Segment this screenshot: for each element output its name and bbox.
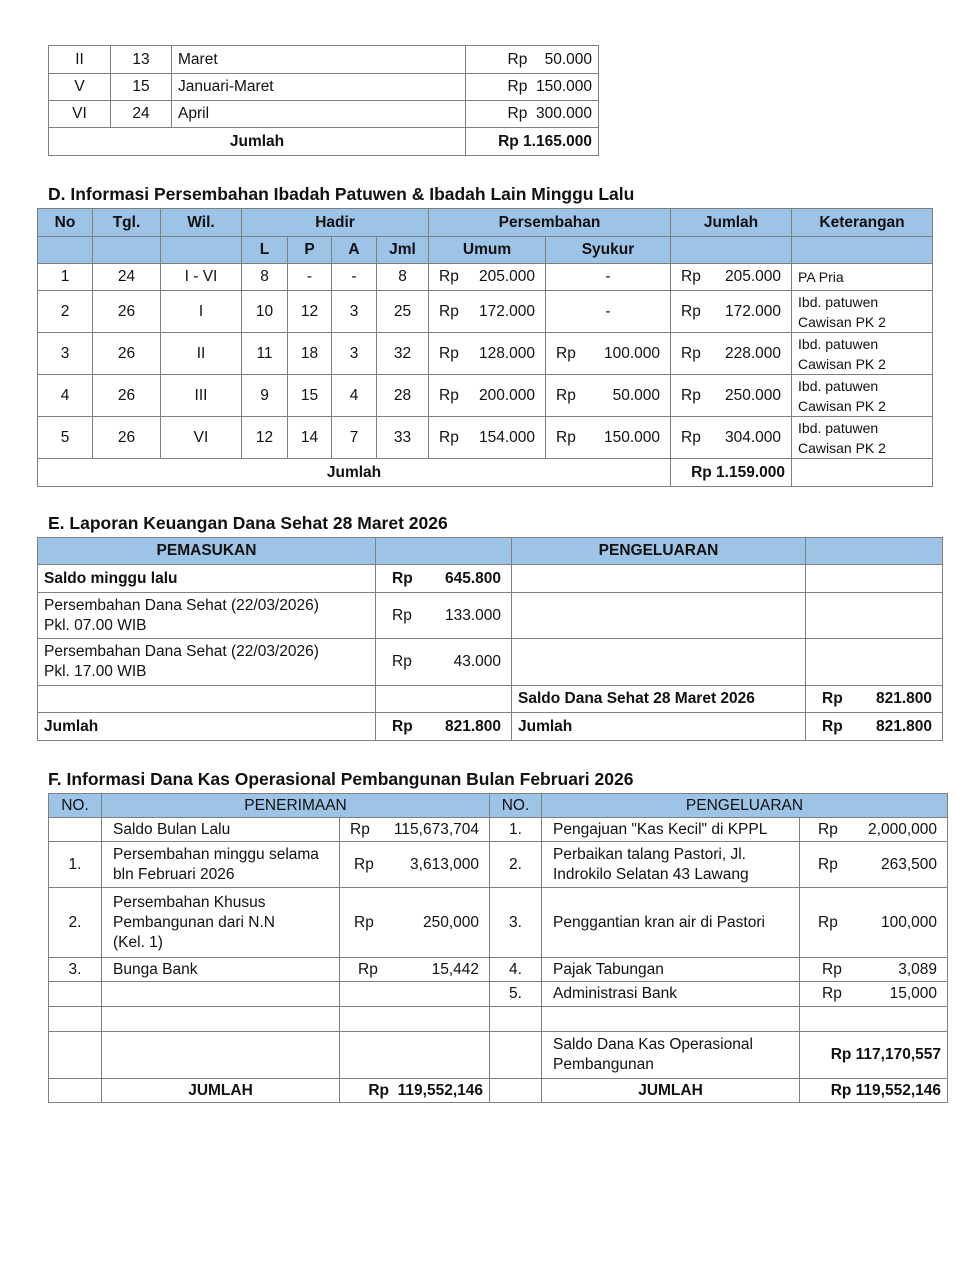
bulan-cell: Maret <box>172 46 466 74</box>
p-cell: - <box>288 264 332 291</box>
jml-cell: 32 <box>377 333 429 375</box>
empty-cell <box>490 1079 542 1103</box>
in-no <box>49 982 102 1007</box>
header-p: P <box>288 237 332 264</box>
amount-cell: Rp 150.000 <box>466 74 599 101</box>
no-cell: 3 <box>38 333 93 375</box>
empty-cell <box>102 1032 340 1079</box>
amount-cell: Rp 50.000 <box>466 46 599 74</box>
header-keterangan: Keterangan <box>792 209 933 237</box>
a-cell: 3 <box>332 333 377 375</box>
empty-cell <box>542 1007 800 1032</box>
wil-cell: I <box>161 291 242 333</box>
table-row <box>49 888 948 958</box>
total-label: Jumlah <box>49 128 466 156</box>
p-cell: 14 <box>288 417 332 459</box>
total-in-amount: Rp 821.800 <box>376 713 512 741</box>
pengeluaran-label <box>512 565 806 593</box>
total-in-label: Jumlah <box>38 713 376 741</box>
l-cell: 11 <box>242 333 288 375</box>
header-no: No <box>38 209 93 237</box>
table-row <box>49 818 948 842</box>
header-pemasukan: PEMASUKAN <box>38 538 376 565</box>
in-amount: Rp 115,673,704 <box>340 818 490 842</box>
syukur-cell: Rp 100.000 <box>546 333 671 375</box>
header-l: L <box>242 237 288 264</box>
bulan-cell: April <box>172 101 466 128</box>
header-umum: Umum <box>429 237 546 264</box>
dana-sehat-table <box>37 537 943 741</box>
table-row <box>49 74 599 101</box>
in-label: Bunga Bank <box>102 958 340 982</box>
no-cell: 2 <box>38 291 93 333</box>
table-row <box>49 1007 948 1032</box>
total-value: Rp 1.165.000 <box>466 128 599 156</box>
amount-cell: Rp 300.000 <box>466 101 599 128</box>
header-empty <box>806 538 943 565</box>
pemasukan-amount: Rp 133.000 <box>376 593 512 639</box>
no-cell: 4 <box>38 375 93 417</box>
tgl-cell: 24 <box>111 101 172 128</box>
header-no-right: NO. <box>490 794 542 818</box>
tgl-cell: 26 <box>93 375 161 417</box>
jml-cell: 8 <box>377 264 429 291</box>
pemasukan-label: Persembahan Dana Sehat (22/03/2026) Pkl. 07.00 WIB <box>38 593 376 639</box>
in-amount <box>340 982 490 1007</box>
a-cell: 4 <box>332 375 377 417</box>
table-row <box>49 842 948 888</box>
umum-cell: Rp 154.000 <box>429 417 546 459</box>
section-d-title: D. Informasi Persembahan Ibadah Patuwen & Ibadah Lain Minggu Lalu <box>48 184 635 204</box>
in-no <box>49 818 102 842</box>
table-row <box>38 333 933 375</box>
pemasukan-label: Saldo minggu lalu <box>38 565 376 593</box>
umum-cell: Rp 205.000 <box>429 264 546 291</box>
wil-cell: II <box>161 333 242 375</box>
empty-cell <box>340 1007 490 1032</box>
table-row <box>38 375 933 417</box>
subheader-empty <box>671 237 792 264</box>
table-row <box>38 417 933 459</box>
total-out-label: Jumlah <box>512 713 806 741</box>
out-no: 3. <box>490 888 542 958</box>
tgl-cell: 15 <box>111 74 172 101</box>
pemasukan-amount <box>376 686 512 713</box>
p-cell: 15 <box>288 375 332 417</box>
syukur-cell: Rp 150.000 <box>546 417 671 459</box>
in-amount: Rp 3,613,000 <box>340 842 490 888</box>
total-row <box>49 1079 948 1103</box>
kas-operasional-table <box>48 793 948 1103</box>
tgl-cell: 26 <box>93 291 161 333</box>
l-cell: 10 <box>242 291 288 333</box>
header-wil: Wil. <box>161 209 242 237</box>
in-label: Persembahan Khusus Pembangunan dari N.N (Kel. 1) <box>102 888 340 958</box>
total-right-value: Rp 119,552,146 <box>800 1079 948 1103</box>
table-row <box>38 565 943 593</box>
in-no: 1. <box>49 842 102 888</box>
in-amount: Rp 15,442 <box>340 958 490 982</box>
tgl-cell: 24 <box>93 264 161 291</box>
header-a: A <box>332 237 377 264</box>
jml-cell: 28 <box>377 375 429 417</box>
saldo-label: Saldo Dana Sehat 28 Maret 2026 <box>512 686 806 713</box>
subheader-empty <box>161 237 242 264</box>
out-no: 2. <box>490 842 542 888</box>
table-row <box>38 291 933 333</box>
wil-cell: VI <box>49 101 111 128</box>
subheader-empty <box>38 237 93 264</box>
umum-cell: Rp 172.000 <box>429 291 546 333</box>
header-pengeluaran: PENGELUARAN <box>542 794 948 818</box>
total-left-label: JUMLAH <box>102 1079 340 1103</box>
empty-cell <box>490 1007 542 1032</box>
total-out-amount: Rp 821.800 <box>806 713 943 741</box>
jumlah-cell: Rp 304.000 <box>671 417 792 459</box>
out-no: 4. <box>490 958 542 982</box>
pemasukan-label: Persembahan Dana Sehat (22/03/2026) Pkl. 17.00 WIB <box>38 639 376 686</box>
pemasukan-label <box>38 686 376 713</box>
out-no: 1. <box>490 818 542 842</box>
in-label <box>102 982 340 1007</box>
pemasukan-amount: Rp 645.800 <box>376 565 512 593</box>
header-persembahan: Persembahan <box>429 209 671 237</box>
keterangan-cell: Ibd. patuwen Cawisan PK 2 <box>792 375 933 417</box>
umum-cell: Rp 200.000 <box>429 375 546 417</box>
l-cell: 8 <box>242 264 288 291</box>
table-row <box>49 101 599 128</box>
jumlah-cell: Rp 228.000 <box>671 333 792 375</box>
no-cell: 5 <box>38 417 93 459</box>
jumlah-cell: Rp 250.000 <box>671 375 792 417</box>
table-row <box>38 639 943 686</box>
header-row <box>38 538 943 565</box>
a-cell: 3 <box>332 291 377 333</box>
wil-cell: II <box>49 46 111 74</box>
offering-table <box>37 208 933 487</box>
in-no: 2. <box>49 888 102 958</box>
total-row <box>49 128 599 156</box>
header-row <box>38 209 933 237</box>
empty-cell <box>49 1079 102 1103</box>
empty-cell <box>49 1032 102 1079</box>
saldo-amount: Rp 821.800 <box>806 686 943 713</box>
bulan-cell: Januari-Maret <box>172 74 466 101</box>
header-tgl: Tgl. <box>93 209 161 237</box>
pengeluaran-amount <box>806 593 943 639</box>
table-c-continued <box>48 45 599 156</box>
table-row <box>38 593 943 639</box>
header-pengeluaran: PENGELUARAN <box>512 538 806 565</box>
section-e-title: E. Laporan Keuangan Dana Sehat 28 Maret 2026 <box>48 513 448 533</box>
jumlah-cell: Rp 205.000 <box>671 264 792 291</box>
section-f-title: F. Informasi Dana Kas Operasional Pembangunan Bulan Februari 2026 <box>48 769 634 789</box>
table-row <box>49 958 948 982</box>
out-amount: Rp 2,000,000 <box>800 818 948 842</box>
out-label: Pengajuan "Kas Kecil" di KPPL <box>542 818 800 842</box>
out-amount: Rp 263,500 <box>800 842 948 888</box>
p-cell: 18 <box>288 333 332 375</box>
pengeluaran-amount <box>806 565 943 593</box>
in-label: Persembahan minggu selama bln Februari 2026 <box>102 842 340 888</box>
a-cell: - <box>332 264 377 291</box>
out-no: 5. <box>490 982 542 1007</box>
tgl-cell: 26 <box>93 333 161 375</box>
in-no: 3. <box>49 958 102 982</box>
pengeluaran-label <box>512 593 806 639</box>
table-row <box>49 46 599 74</box>
jumlah-cell: Rp 172.000 <box>671 291 792 333</box>
saldo-label: Saldo Dana Kas Operasional Pembangunan <box>542 1032 800 1079</box>
empty-cell <box>49 1007 102 1032</box>
header-syukur: Syukur <box>546 237 671 264</box>
out-amount: Rp 100,000 <box>800 888 948 958</box>
pemasukan-amount: Rp 43.000 <box>376 639 512 686</box>
header-row <box>49 794 948 818</box>
header-jml: Jml <box>377 237 429 264</box>
header-jumlah: Jumlah <box>671 209 792 237</box>
total-row <box>38 713 943 741</box>
wil-cell: VI <box>161 417 242 459</box>
total-row <box>38 459 933 487</box>
out-amount: Rp 15,000 <box>800 982 948 1007</box>
wil-cell: I - VI <box>161 264 242 291</box>
keterangan-cell: PA Pria <box>792 264 933 291</box>
subheader-empty <box>93 237 161 264</box>
header-no-left: NO. <box>49 794 102 818</box>
jml-cell: 25 <box>377 291 429 333</box>
total-left-amount: Rp 119,552,146 <box>340 1079 490 1103</box>
empty-cell <box>800 1007 948 1032</box>
out-label: Penggantian kran air di Pastori <box>542 888 800 958</box>
out-label: Administrasi Bank <box>542 982 800 1007</box>
no-cell: 1 <box>38 264 93 291</box>
total-right-label: JUMLAH <box>542 1079 800 1103</box>
l-cell: 9 <box>242 375 288 417</box>
saldo-row <box>49 1032 948 1079</box>
syukur-cell: Rp 50.000 <box>546 375 671 417</box>
header-empty <box>376 538 512 565</box>
tgl-cell: 13 <box>111 46 172 74</box>
table-row <box>38 686 943 713</box>
a-cell: 7 <box>332 417 377 459</box>
keterangan-cell: Ibd. patuwen Cawisan PK 2 <box>792 417 933 459</box>
empty-cell <box>340 1032 490 1079</box>
p-cell: 12 <box>288 291 332 333</box>
jml-cell: 33 <box>377 417 429 459</box>
out-label: Perbaikan talang Pastori, Jl. Indrokilo Selatan 43 Lawang <box>542 842 800 888</box>
empty-cell <box>102 1007 340 1032</box>
total-label: Jumlah <box>38 459 671 487</box>
subheader-empty <box>792 237 933 264</box>
table-row <box>49 982 948 1007</box>
in-amount: Rp 250,000 <box>340 888 490 958</box>
in-label: Saldo Bulan Lalu <box>102 818 340 842</box>
table-row <box>38 264 933 291</box>
total-value: Rp 1.159.000 <box>671 459 792 487</box>
umum-cell: Rp 128.000 <box>429 333 546 375</box>
total-empty <box>792 459 933 487</box>
syukur-cell: - <box>546 264 671 291</box>
keterangan-cell: Ibd. patuwen Cawisan PK 2 <box>792 291 933 333</box>
saldo-value: Rp 117,170,557 <box>800 1032 948 1079</box>
header-penerimaan: PENERIMAAN <box>102 794 490 818</box>
empty-cell <box>490 1032 542 1079</box>
pengeluaran-label <box>512 639 806 686</box>
out-label: Pajak Tabungan <box>542 958 800 982</box>
tgl-cell: 26 <box>93 417 161 459</box>
header-hadir: Hadir <box>242 209 429 237</box>
subheader-row <box>38 237 933 264</box>
wil-cell: III <box>161 375 242 417</box>
pengeluaran-amount <box>806 639 943 686</box>
out-amount: Rp 3,089 <box>800 958 948 982</box>
keterangan-cell: Ibd. patuwen Cawisan PK 2 <box>792 333 933 375</box>
syukur-cell: - <box>546 291 671 333</box>
l-cell: 12 <box>242 417 288 459</box>
wil-cell: V <box>49 74 111 101</box>
